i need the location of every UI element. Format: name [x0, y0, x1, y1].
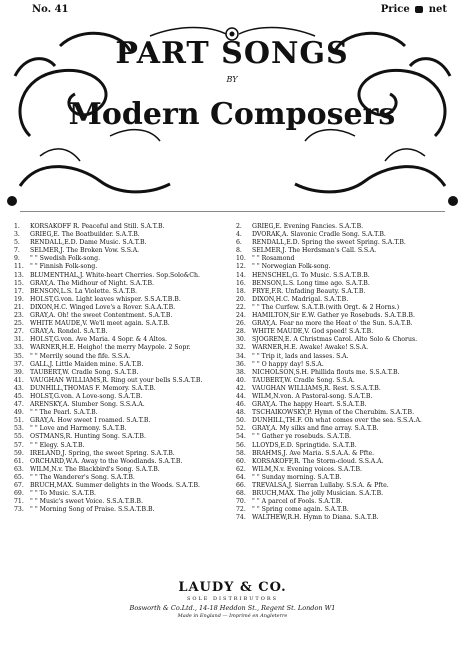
- item-number: 46.: [236, 401, 246, 409]
- list-item: [236, 223, 458, 231]
- item-title: WARNER,H.E. Awake! Awake! S.S.A.: [252, 344, 369, 352]
- item-title: " " A parcel of Fools. S.A.T.B.: [252, 498, 343, 506]
- item-number: 31.: [14, 336, 24, 344]
- item-title: BLUMENTHAL,J. White-heart Cherries. Sop.Solo&Ch.: [30, 271, 200, 279]
- item-number: 58.: [236, 449, 246, 457]
- list-item: [236, 433, 458, 441]
- item-number: 21.: [14, 303, 24, 311]
- list-item: [14, 466, 232, 474]
- publisher-name: LAUDY & CO.: [178, 580, 287, 595]
- item-title: RENDALL,E.D. Spring the sweet Spring. S.A.T.B.: [252, 239, 406, 247]
- item-number: 32.: [236, 344, 246, 352]
- item-number: 23.: [14, 312, 24, 320]
- item-number: 54.: [236, 433, 246, 441]
- list-item: [14, 272, 232, 280]
- publisher-address: Bosworth & Co.Ltd., 14-18 Heddon St., Regent St. London W1: [129, 604, 336, 612]
- item-title: DVORAK,A. Slavonic Cradle Song. S.A.T.B.: [252, 231, 386, 239]
- item-title: " " Spring come again. S.A.T.B.: [252, 506, 349, 514]
- item-title: KORSAKOFF,R. The Storm-cloud. S.S.A.A.: [252, 457, 384, 465]
- catalog-list-left: [14, 223, 232, 514]
- title-banner: [0, 16, 465, 212]
- item-number: 13.: [14, 271, 24, 279]
- item-number: 67.: [14, 482, 24, 489]
- list-item: [236, 466, 458, 474]
- item-title: ORCHARD,W.A. Away to the Woodlands. S.A.T.B.: [30, 457, 183, 465]
- item-number: 41.: [14, 376, 24, 384]
- item-title: GALL,J. Little Maiden mine. S.A.T.B.: [30, 360, 144, 368]
- list-item: [14, 353, 232, 361]
- item-title: DIXON,H.C. Madrigal. S.A.T.B.: [252, 295, 349, 303]
- item-number: 62.: [236, 465, 246, 473]
- item-number: 48.: [236, 409, 246, 417]
- list-item: [14, 393, 232, 401]
- item-number: 19.: [14, 295, 24, 303]
- list-item: [14, 417, 232, 425]
- item-number: 4.: [236, 231, 242, 239]
- list-item: [236, 247, 458, 255]
- item-title: TAUBERT,W. Cradle Song. S.S.A.: [252, 376, 355, 384]
- list-item: [14, 288, 232, 296]
- item-number: 12.: [236, 263, 246, 271]
- list-item: [236, 385, 458, 393]
- list-item: [236, 304, 458, 312]
- title-part-songs: PART SONGS: [115, 36, 349, 71]
- list-item: [236, 482, 458, 490]
- item-number: 45.: [14, 392, 24, 400]
- item-number: 65.: [14, 473, 24, 481]
- list-item: [236, 328, 458, 336]
- item-number: 53.: [14, 425, 24, 433]
- item-title: BENSON,L.S. Long time ago. S.A.T.B.: [252, 279, 370, 287]
- item-title: BENSON,L.S. La Violette. S.A.T.B.: [30, 287, 137, 295]
- item-title: " " The Curfew. S.A.T.B.(with Orgt. & 2 Horns.): [252, 303, 400, 311]
- item-title: " " The Pearl. S.A.T.B.: [30, 409, 98, 417]
- list-item: [236, 506, 458, 514]
- item-number: 61.: [14, 457, 24, 465]
- item-title: WILM,N.v. The Blackbird's Song. S.A.T.B.: [30, 465, 160, 473]
- list-item: [236, 361, 458, 369]
- item-title: GRIEG,E. The Boatbuilder. S.A.T.B.: [30, 231, 140, 239]
- item-title: " " Trip it, lads and lasses. S.A.: [252, 352, 349, 360]
- item-title: LLOYDS,E.D. Springtide. S.A.T.B.: [252, 441, 357, 449]
- price-label: [381, 4, 447, 15]
- item-number: 74.: [236, 514, 246, 522]
- list-item: [14, 361, 232, 369]
- list-item: [236, 296, 458, 304]
- list-item: [236, 369, 458, 377]
- item-number: 28.: [236, 328, 246, 336]
- sole-distributors: SOLE DISTRIBUTORS: [186, 596, 279, 602]
- item-title: " " Merrily sound the fife. S.S.A.: [30, 352, 131, 360]
- item-title: VAUGHAN WILLIAMS,R. Rest. S.S.A.T.B.: [252, 384, 381, 392]
- item-title: " " O happy day! S.S.A.: [252, 360, 324, 368]
- list-item: [236, 409, 458, 417]
- list-item: [14, 320, 232, 328]
- item-title: HENSCHEL,G. To Music. S.S.A.T.B.B.: [252, 271, 370, 279]
- item-number: 2.: [236, 223, 242, 230]
- item-number: 26.: [236, 320, 246, 328]
- item-number: 49.: [14, 409, 24, 417]
- item-number: 17.: [14, 287, 24, 295]
- item-number: 34.: [236, 352, 246, 360]
- item-title: WILM,N.von. A Pastoral-song. S.A.T.B.: [252, 392, 373, 400]
- list-item: [236, 336, 458, 344]
- item-number: 56.: [236, 441, 246, 449]
- item-title: TAUBERT,W. Cradle Song. S.A.T.B.: [30, 368, 139, 376]
- item-title: VAUGHAN WILLIAMS,R. Ring out your bells S.S.A.T.B.: [30, 376, 203, 384]
- item-number: 72.: [236, 506, 246, 514]
- item-number: 63.: [14, 465, 24, 473]
- list-item: [236, 393, 458, 401]
- item-title: GRAY,A. The happy Heart. S.S.A.T.B.: [252, 401, 367, 409]
- item-number: 15.: [14, 279, 24, 287]
- list-item: [236, 288, 458, 296]
- list-item: [14, 369, 232, 377]
- item-title: RENDALL,E.D. Dame Music. S.A.T.B.: [30, 239, 147, 247]
- list-item: [236, 401, 458, 409]
- item-number: 20.: [236, 295, 246, 303]
- made-in-england: Made in England — Imprimé en Angleterre: [177, 613, 288, 619]
- item-number: 1.: [14, 223, 20, 230]
- item-title: WARNER,H.E. Heigho! the merry Maypole. 2 Sopr.: [30, 344, 191, 352]
- list-item: [236, 514, 458, 522]
- list-item: [236, 474, 458, 482]
- item-title: WILM,N.v. Evening voices. S.A.T.B.: [252, 465, 362, 473]
- list-item: [14, 506, 232, 514]
- list-item: [236, 320, 458, 328]
- item-number: 47.: [14, 401, 24, 409]
- item-title: DUNHILL,THOMAS F. Memory. S.A.T.B.: [30, 384, 156, 392]
- item-title: " " Sunday morning. S.A.T.B.: [252, 473, 342, 481]
- item-title: OSTMANS,R. Hunting Song. S.A.T.B.: [30, 433, 146, 441]
- item-title: GRAY,A. The Midhour of Night. S.A.T.B.: [30, 279, 154, 287]
- title-modern-composers: Modern Composers: [68, 97, 396, 132]
- item-number: 64.: [236, 473, 246, 481]
- list-item: [236, 498, 458, 506]
- item-number: 7.: [14, 247, 20, 255]
- item-number: 10.: [236, 255, 246, 263]
- item-number: 24.: [236, 312, 246, 320]
- item-number: 55.: [14, 433, 24, 441]
- list-item: [236, 280, 458, 288]
- item-number: 71.: [14, 498, 24, 506]
- list-item: [236, 377, 458, 385]
- list-item: [14, 482, 232, 490]
- item-title: FRYE,F.R. Unfading Beauty. S.A.T.B.: [252, 287, 366, 295]
- list-item: [236, 312, 458, 320]
- list-item: [14, 377, 232, 385]
- list-item: [236, 344, 458, 352]
- list-item: [236, 458, 458, 466]
- item-number: 37.: [14, 360, 24, 368]
- item-number: 59.: [14, 449, 24, 457]
- item-number: 66.: [236, 482, 246, 489]
- item-number: 35.: [14, 352, 24, 360]
- list-item: [14, 312, 232, 320]
- price-text: Price: [380, 4, 410, 15]
- item-number: 38.: [236, 368, 246, 376]
- list-item: [14, 231, 232, 239]
- item-title: HOLST,G.von. Ave Maria. 4 Sopr. & 4 Altos.: [30, 336, 167, 344]
- list-item: [14, 385, 232, 393]
- item-title: GRAY,A. My silks and fine array. S.A.T.B.: [252, 425, 379, 433]
- list-item: [14, 247, 232, 255]
- list-item: [236, 490, 458, 498]
- item-title: SELMER,J. The Herdsman's Call. S.S.A.: [252, 247, 377, 255]
- item-number: 70.: [236, 498, 246, 506]
- list-item: [14, 458, 232, 466]
- item-title: " " Elegy. S.A.T.B.: [30, 441, 85, 449]
- list-item: [14, 442, 232, 450]
- list-item: [14, 328, 232, 336]
- item-title: GRAY,A. Oh! the sweet Contentment. S.A.T.B.: [30, 312, 173, 320]
- list-item: [236, 255, 458, 263]
- item-title: TREVALSA,J. Sierran Lullaby. S.S.A. & Pfte.: [252, 482, 389, 489]
- item-title: " " Rosamond: [252, 255, 295, 263]
- item-title: BRAHMS,J. Ave Maria. S.S.A.A. & Pfte.: [252, 449, 375, 457]
- item-title: " " Love and Harmony. S.A.T.B.: [30, 425, 127, 433]
- item-number: 69.: [14, 490, 24, 498]
- list-item: [14, 280, 232, 288]
- item-number: 43.: [14, 384, 24, 392]
- item-title: BRUCH,MAX. Summer delights in the Woods. S.A.T.B.: [30, 482, 200, 489]
- list-item: [14, 255, 232, 263]
- item-title: HOLST,G.von. Light leaves whisper. S.S.A.T.B.B.: [30, 295, 181, 303]
- list-item: [14, 490, 232, 498]
- item-title: GRIEG,E. Evening Fancies. S.A.T.B.: [252, 223, 364, 230]
- item-number: 39.: [14, 368, 24, 376]
- item-number: 8.: [236, 247, 242, 255]
- title-by: BY: [226, 75, 238, 84]
- item-number: 18.: [236, 287, 246, 295]
- list-item: [236, 425, 458, 433]
- item-number: 33.: [14, 344, 24, 352]
- item-number: 42.: [236, 384, 246, 392]
- item-number: 50.: [236, 417, 246, 425]
- item-title: TSCHAIKOWSKY,P. Hymn of the Cherubim. S.A.T.B.: [252, 409, 415, 417]
- item-title: SELMER,J. The Broken Vow. S.S.A.: [30, 247, 140, 255]
- item-title: HAMILTON,Sir E.W. Gather ye Rosebuds. S.A.T.B.B.: [252, 312, 415, 320]
- item-title: " " Music's sweet Voice. S.S.A.T.B.B.: [30, 498, 143, 506]
- item-number: 44.: [236, 392, 246, 400]
- item-title: GRAY,A. Fear no more the Heat o' the Sun. S.A.T.B.: [252, 320, 413, 328]
- item-title: BRUCH,MAX. The jolly Musician. S.A.T.B.: [252, 490, 384, 498]
- item-number: 57.: [14, 441, 24, 449]
- item-number: 73.: [14, 506, 24, 514]
- item-title: " " Finnish Folk-song.: [30, 263, 98, 271]
- list-item: [14, 336, 232, 344]
- item-number: 5.: [14, 239, 20, 247]
- list-item: [236, 272, 458, 280]
- list-item: [14, 223, 232, 231]
- item-title: WHITE MAUDE,V. God speed! S.A.T.B.: [252, 328, 374, 336]
- item-number: 27.: [14, 328, 24, 336]
- item-number: 51.: [14, 417, 24, 425]
- item-number: 40.: [236, 376, 246, 384]
- list-item: [236, 263, 458, 271]
- item-title: " " To Music. S.A.T.B.: [30, 490, 96, 498]
- list-item: [14, 239, 232, 247]
- list-item: [236, 231, 458, 239]
- item-title: " " Norwegian Folk-song.: [252, 263, 331, 271]
- item-title: DUNHILL,TH.F. Oh what comes over the sea. S.S.A.A.: [252, 417, 422, 425]
- item-title: SJOGREN,E. A Christmas Carol. Alto Solo & Chorus.: [252, 336, 418, 344]
- catalog-list-right: [236, 223, 458, 522]
- price-blot: [415, 6, 423, 13]
- item-title: " " Swedish Folk-song.: [30, 255, 101, 263]
- item-title: HOLST,G.von. A Love-song. S.A.T.B.: [30, 392, 143, 400]
- item-title: GRAY,A. How sweet I roamed. S.A.T.B.: [30, 417, 151, 425]
- item-title: " " Morning Song of Praise. S.S.A.T.B.B.: [30, 506, 155, 514]
- item-number: 30.: [236, 336, 246, 344]
- list-item: [14, 409, 232, 417]
- item-number: 25.: [14, 320, 24, 328]
- list-item: [14, 450, 232, 458]
- list-item: [14, 433, 232, 441]
- item-number: 52.: [236, 425, 246, 433]
- item-title: IRELAND,J. Spring, the sweet Spring. S.A.T.B.: [30, 449, 175, 457]
- item-number: 36.: [236, 360, 246, 368]
- item-title: ARENSKY,A. Slumber Song. S.S.A.A.: [30, 401, 145, 409]
- list-item: [14, 498, 232, 506]
- price-net: net: [428, 4, 447, 15]
- item-number: 9.: [14, 255, 20, 263]
- item-title: " " The Wanderer's Song. S.A.T.B.: [30, 473, 135, 481]
- item-number: 60.: [236, 457, 246, 465]
- item-number: 16.: [236, 279, 246, 287]
- item-number: 11.: [14, 263, 24, 271]
- item-title: WHITE MAUDE,V. We'll meet again. S.A.T.B.: [30, 320, 170, 328]
- item-title: " " Gather ye rosebuds. S.A.T.B.: [252, 433, 352, 441]
- list-item: [14, 263, 232, 271]
- item-title: NICHOLSON,S.H. Phillida flouts me. S.S.A.T.B.: [252, 368, 400, 376]
- list-item: [14, 401, 232, 409]
- item-number: 68.: [236, 490, 246, 498]
- list-item: [14, 304, 232, 312]
- item-title: KORSAKOFF R. Peaceful and Still. S.A.T.B.: [30, 223, 165, 230]
- list-item: [236, 450, 458, 458]
- list-item: [14, 344, 232, 352]
- list-item: [14, 425, 232, 433]
- item-number: 14.: [236, 271, 246, 279]
- item-title: WALTHEW,R.H. Hymn to Diana. S.A.T.B.: [252, 514, 379, 522]
- list-item: [14, 296, 232, 304]
- list-item: [14, 474, 232, 482]
- list-item: [236, 442, 458, 450]
- item-number: 6.: [236, 239, 242, 247]
- item-number: 22.: [236, 303, 246, 311]
- item-number: 3.: [14, 231, 20, 239]
- item-title: DIXON,H.C. Winged Love's a Rover. S.A.A.T.B.: [30, 303, 176, 311]
- catalog-number: No. 41: [32, 4, 69, 15]
- list-item: [236, 353, 458, 361]
- list-item: [236, 239, 458, 247]
- item-title: GRAY,A. Rondel. S.A.T.B.: [30, 328, 108, 336]
- list-item: [236, 417, 458, 425]
